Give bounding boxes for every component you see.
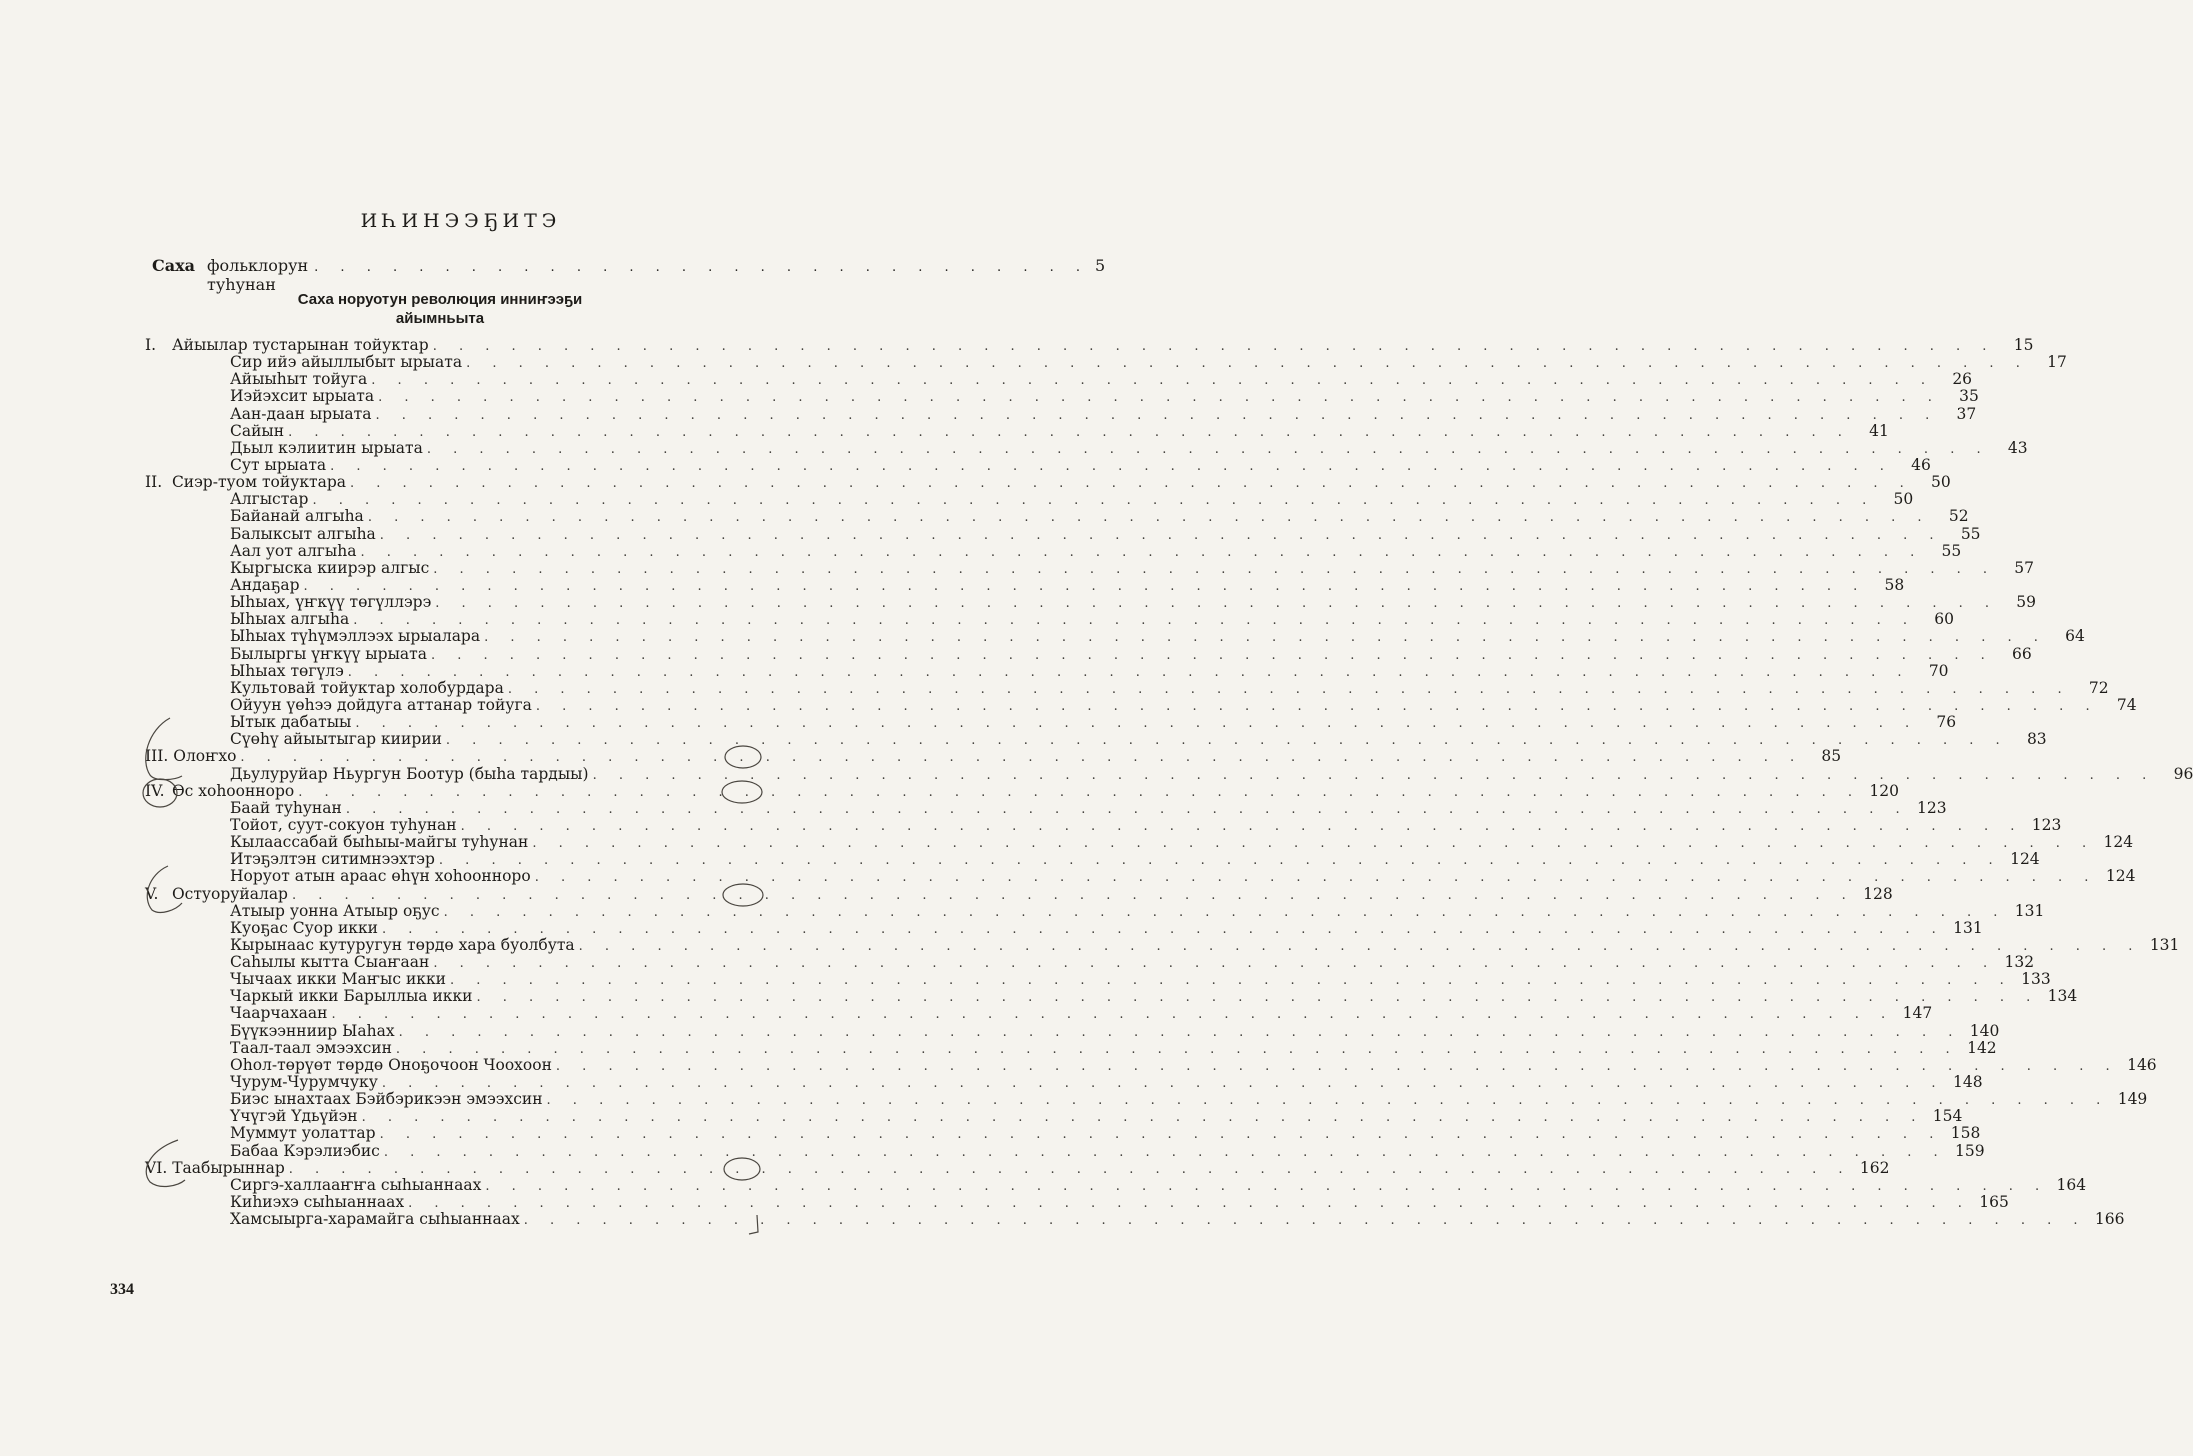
leader-dots (331, 1006, 1894, 1023)
leader-dots (433, 561, 1996, 578)
toc-entry-text: Дьулуруйар Ньургун Боотур (быһа тардыы) (230, 764, 589, 783)
toc-entry (145, 730, 2047, 749)
leader-dots (399, 1024, 1962, 1041)
toc-entry-label (145, 474, 346, 491)
toc-entry-text: Өс хоһоонноро (171, 781, 295, 800)
toc-entry (145, 781, 1899, 800)
toc-entry-text: Сайын (230, 421, 285, 440)
toc-entry-label (145, 954, 429, 971)
toc-entry (145, 815, 2062, 834)
toc-entry-page: 55 (1960, 524, 1981, 543)
toc-entry-text: Норуот атын араас өһүн хоһоонноро (230, 867, 531, 886)
leader-dots (368, 509, 1931, 526)
toc-entry (145, 1141, 1985, 1160)
toc-entry-label (145, 423, 284, 440)
toc-entry-page: 124 (2103, 833, 2134, 852)
toc-entry (145, 713, 1957, 732)
toc-entry-text: Сиргэ-халлааҥҥа сыһыаннаах (230, 1175, 482, 1194)
toc-entry-text: Ытык дабатыы (230, 713, 352, 732)
toc-entry-page: 58 (1884, 575, 1905, 594)
toc-entry-label (145, 697, 532, 714)
toc-entry-label (145, 1125, 376, 1142)
toc-entry (145, 507, 1969, 526)
leader-dots (524, 1212, 2087, 1229)
section-heading-line-1: Саха норуотун революция инниҥээҕи (297, 291, 583, 308)
toc-entry-page: 26 (1952, 370, 1973, 389)
toc-entry-text: Чаарчахаан (230, 1004, 328, 1023)
toc-entry-page: 66 (2011, 644, 2032, 663)
toc-entry-text: Айыыһыт тойуга (230, 370, 368, 389)
toc-entry-page: 74 (2116, 695, 2137, 714)
toc-entry-label (145, 1143, 380, 1160)
leader-dots (288, 424, 1851, 441)
toc-entry (145, 490, 1914, 509)
leader-dots (408, 1195, 1971, 1212)
toc-entry-page: 120 (1869, 781, 1899, 800)
leader-dots (536, 698, 2099, 715)
toc-entry-label (145, 714, 351, 731)
leader-dots (427, 441, 1990, 458)
toc-entry-page: 83 (2026, 730, 2047, 749)
toc-entry-text: Киһиэхэ сыһыаннаах (230, 1193, 405, 1212)
page-number: 334 (110, 1281, 134, 1298)
toc-entry-text: Бүүкээнниир Ыаһах (230, 1021, 395, 1040)
leader-dots (304, 578, 1867, 595)
toc-entry-label (145, 748, 236, 765)
toc-entry-label (145, 1005, 327, 1022)
toc-entry-number: II. (145, 473, 163, 492)
toc-entry-page: 60 (1934, 610, 1954, 629)
toc-entry-text: Дьыл кэлиитин ырыата (230, 438, 423, 457)
toc-entry-text: Атыыр уонна Атыыр оҕус (230, 901, 440, 920)
toc-entry-text: Былыргы үҥкүү ырыата (230, 644, 427, 663)
toc-entry-text: Тойот, суут-сокуон туһунан (230, 815, 457, 834)
leader-dots (353, 612, 1916, 629)
toc-entry-text: Байанай алгыһа (230, 507, 364, 526)
toc-entry-text: Таабырыннар (172, 1158, 285, 1177)
toc-entry (145, 1004, 1933, 1023)
toc-entry-label (145, 1160, 285, 1177)
toc-entry-page: 41 (1869, 421, 1889, 440)
toc-entry (145, 678, 2109, 697)
toc-entry (145, 1038, 1997, 1057)
toc-entry-page: 146 (2127, 1055, 2157, 1074)
leader-dots (396, 1041, 1959, 1058)
toc-entry-label (145, 628, 480, 645)
toc-entry-page: 140 (1969, 1021, 2000, 1040)
toc-entry (145, 661, 1949, 680)
toc-entry (145, 1210, 2125, 1229)
leader-dots (556, 1058, 2119, 1075)
toc-entry-label (145, 731, 442, 748)
toc-entry-page: 131 (2014, 901, 2045, 920)
toc-entry (145, 901, 2045, 920)
leader-dots (547, 1092, 2110, 1109)
leader-dots (477, 989, 2040, 1006)
leader-dots (346, 801, 1909, 818)
leader-dots (362, 1109, 1925, 1126)
toc-entry-page: 70 (1928, 661, 1949, 680)
toc-entry-label (145, 1040, 392, 1057)
toc-entry-text: Бабаа Кэрэлиэбис (230, 1141, 380, 1160)
toc-entry-text: Сүөһү айыытыгар киирии (230, 730, 442, 749)
toc-entry (145, 473, 1951, 492)
leader-dots (435, 595, 1998, 612)
toc-entry (145, 1021, 2000, 1040)
toc-entry-page: 133 (2021, 970, 2051, 989)
toc-entry-page: 57 (2014, 558, 2035, 577)
toc-entry-page: 131 (2149, 935, 2180, 954)
leader-dots (433, 338, 1996, 355)
toc-entry-text: Ыһыах алгыһа (230, 610, 350, 629)
toc-entry (145, 575, 1905, 594)
toc-entry (145, 1158, 1890, 1177)
toc-entry-number: V. (145, 884, 159, 903)
leader-dots (378, 389, 1941, 406)
toc-entry (145, 850, 2040, 869)
toc-entry-label (145, 834, 528, 851)
toc-entry-page: 158 (1950, 1124, 1981, 1143)
toc-entry-label (145, 508, 364, 525)
toc-entry-text: Кырынааc кутуругун төрдө хара буолбута (230, 935, 575, 954)
leader-dots (579, 938, 2142, 955)
toc-entry-page: 37 (1956, 404, 1977, 423)
toc-entry (145, 455, 1931, 474)
page-title: ИҺИНЭЭҔИТЭ (360, 210, 562, 232)
toc-entry-text: Ыһыах түһүмэллээх ырыалара (230, 627, 481, 646)
toc-entry-page: 142 (1967, 1038, 1997, 1057)
toc-entry (145, 935, 2180, 954)
toc-entry-page: 123 (2031, 815, 2062, 834)
toc-entry-label (145, 663, 344, 680)
toc-entry-number: I. (145, 336, 157, 354)
toc-entry-text: Үчүгэй Үдьүйэн (230, 1107, 358, 1126)
toc-entry-page: 134 (2047, 987, 2078, 1006)
toc-entry (145, 953, 2035, 972)
toc-entry-text: Саһылы кытта Сыаҥаан (230, 953, 430, 972)
toc-entry-text: Чурум-Чурумчуку (230, 1073, 378, 1092)
toc-entry-text: Сиэр-туом тойуктара (171, 473, 347, 492)
toc-entry-label (145, 766, 589, 783)
leader-dots (312, 492, 1875, 509)
toc-entry-page: 164 (2056, 1175, 2087, 1194)
toc-entry-page: 128 (1863, 884, 1893, 903)
leader-dots (360, 544, 1923, 561)
toc-entry-label (145, 337, 429, 354)
toc-entry (145, 644, 2032, 663)
toc-entry (145, 370, 1973, 389)
toc-entry-label (145, 440, 423, 457)
toc-entry-page: 15 (2013, 336, 2034, 354)
toc-entry-label (145, 971, 446, 988)
toc-entry (145, 1107, 1963, 1126)
toc-entry (145, 593, 2037, 612)
toc-entry-text: Хамсыырга-харамайга сыһыаннаах (230, 1210, 520, 1229)
toc-entry-label (145, 868, 531, 885)
toc-entry-label (145, 1177, 481, 1194)
leader-dots (439, 852, 2002, 869)
toc-entry-page: 123 (1917, 798, 1947, 817)
toc-entry (145, 987, 2078, 1006)
toc-entry-text: Кылааccабай быһыы-майгы туһунан (230, 833, 529, 852)
toc-entry-label (145, 560, 429, 577)
leader-dots (382, 921, 1945, 938)
toc-entry (145, 1124, 1981, 1143)
toc-entry (145, 695, 2137, 714)
leader-dots (348, 664, 1911, 681)
toc-entry-text: Айыылар тустарынан тойуктар (171, 336, 429, 354)
leader-dots (355, 715, 1918, 732)
leader-dots (292, 887, 1855, 904)
leader-dots (433, 955, 1996, 972)
toc-entry-label (145, 594, 431, 611)
toc-entry-label (145, 783, 294, 800)
toc-entry (145, 336, 2034, 354)
toc-entry-page: 132 (2004, 953, 2035, 972)
toc-entry-text: Ойуун үөһээ дойдуга аттанар тойуга (230, 695, 532, 714)
toc-entry-label (145, 1074, 378, 1091)
toc-entry-text: Сут ырыата (230, 455, 327, 474)
toc-entry-label (145, 988, 473, 1005)
leader-dots (371, 372, 1934, 389)
toc-entry-text: Ыһыах төгүлэ (230, 661, 344, 680)
toc-entry (145, 387, 1979, 406)
leader-dots (593, 767, 2156, 784)
toc-entry-text: Иэйэхсит ырыата (230, 387, 375, 406)
leader-dots (535, 869, 2098, 886)
toc-entry (145, 764, 2193, 783)
intro-bold-word: Саха (152, 256, 196, 275)
toc-entry-text: Андаҕар (230, 575, 300, 594)
toc-entry (145, 438, 2028, 457)
toc-entry-number: IV. (145, 781, 165, 800)
leader-dots (444, 904, 2007, 921)
toc-entry-text: Сир ийэ айыллыбыт ырыата (230, 353, 463, 372)
toc-entry (145, 1193, 2009, 1212)
toc-entry-text: Культовай тойуктар холобурдара (230, 678, 504, 697)
toc-entry (145, 1073, 1983, 1092)
toc-entry-page: 162 (1859, 1158, 1890, 1177)
toc-entry-label (145, 1194, 404, 1211)
toc-entry-label (145, 903, 440, 920)
toc-entry-label (145, 1091, 543, 1108)
toc-entry-text: Оһол-төрүөт төрдө Оноҕочоон Чоохоон (230, 1055, 552, 1074)
toc-entry-page: 154 (1932, 1107, 1963, 1126)
leader-dots (466, 355, 2029, 372)
toc-entry-page: 149 (2117, 1090, 2148, 1109)
leader-dots (384, 1144, 1947, 1161)
toc-entry-text: Биэс ынахтаах Бэйбэрикээн эмээхсин (230, 1090, 543, 1109)
leader-dots (485, 1178, 2048, 1195)
intro-page: 5 (1094, 256, 1106, 275)
toc-entry-label (145, 800, 342, 817)
toc-entry-label (145, 406, 371, 423)
toc-entry-text: Аан-даан ырыата (230, 404, 372, 423)
toc-entry-label (145, 920, 378, 937)
toc-entry-text: Таал-таал эмээхсин (230, 1038, 392, 1057)
toc-entry-label (145, 611, 349, 628)
toc-entry-page: 131 (1953, 918, 1983, 937)
toc-entry-number: III. (145, 747, 169, 766)
toc-entry-label (145, 354, 462, 371)
toc-entry-label (145, 1057, 552, 1074)
toc-entry-label (145, 646, 427, 663)
toc-entry (145, 1055, 2157, 1074)
leader-dots (289, 1161, 1852, 1178)
toc-entry-page: 43 (2007, 438, 2028, 457)
toc-entry-page: 166 (2094, 1210, 2125, 1229)
toc-entry (145, 970, 2051, 989)
toc-entry-page: 50 (1893, 490, 1914, 509)
toc-entry-text: Итэҕэлтэн ситимнээхтэр (230, 850, 435, 869)
leader-dots: . . . . . . . . . . . . . . . . . . . . . . . . . . . . . . (314, 260, 1089, 275)
leader-dots (532, 835, 2095, 852)
toc-entry-label (145, 817, 457, 834)
toc-entry (145, 558, 2035, 577)
toc-entry-text: Алгыстар (230, 490, 309, 509)
toc-entry-text: Ыһыах, үҥкүү төгүллэрэ (230, 593, 432, 612)
toc-entry-page: 64 (2065, 627, 2085, 646)
toc-entry-label (145, 851, 435, 868)
toc-entry-page: 76 (1936, 713, 1957, 732)
toc-entry-number: VI. (145, 1158, 168, 1177)
toc-entry (145, 884, 1893, 903)
toc-entry-page: 35 (1959, 387, 1979, 406)
leader-dots (380, 527, 1943, 544)
toc-entry-label (145, 388, 374, 405)
toc-entry-page: 124 (2010, 850, 2040, 869)
toc-entry-label (145, 680, 504, 697)
toc-entry-page: 165 (1979, 1193, 2009, 1212)
section-heading (230, 290, 650, 328)
toc-entry-text: Куоҕас Суор икки (230, 918, 379, 937)
toc-entry-text: Остуоруйалар (171, 884, 288, 903)
toc-entry (145, 918, 1983, 937)
leader-dots (461, 818, 2024, 835)
toc-entry-page: 17 (2047, 353, 2067, 372)
toc-entry (145, 627, 2085, 646)
toc-entry-label (145, 577, 300, 594)
intro-entry (152, 256, 1106, 294)
toc-entry (145, 421, 1889, 440)
toc-entry-label (145, 491, 308, 508)
toc-entry-label (145, 1108, 358, 1125)
toc-entry-page: 50 (1931, 473, 1951, 492)
leader-dots (382, 1075, 1945, 1092)
section-heading-line-2: айымньыта (395, 310, 485, 327)
toc-entry-label (145, 886, 288, 903)
toc-entry-text: Олоҥхо (173, 747, 237, 766)
toc-entry-page: 159 (1955, 1141, 1985, 1160)
toc-entry-label (145, 937, 575, 954)
toc-entry (145, 541, 1962, 560)
toc-entry-label (145, 457, 326, 474)
toc-entry-text: Балыксыт алгыһа (230, 524, 376, 543)
toc-entry-label (145, 526, 376, 543)
toc-entry-page: 72 (2088, 678, 2109, 697)
toc-entry-page: 46 (1911, 455, 1931, 474)
toc-entry-text: Муммут уолаттар (230, 1124, 376, 1143)
leader-dots (298, 784, 1861, 801)
toc-entry (145, 798, 1947, 817)
toc-entry-text: Кыргыска киирэр алгыс (230, 558, 430, 577)
leader-dots (431, 647, 1994, 664)
toc-entry-page: 124 (2105, 867, 2136, 886)
toc-entry-text: Чычаах икки Маҥыс икки (230, 970, 446, 989)
toc-entry-label (145, 1023, 395, 1040)
toc-entry-text: Аал уот алгыһа (230, 541, 357, 560)
toc-entry (145, 610, 1954, 629)
toc-entry (145, 833, 2134, 852)
leader-dots (446, 732, 2009, 749)
toc-entry-page: 148 (1952, 1073, 1983, 1092)
toc-entry-label (145, 1211, 520, 1228)
toc-entry (145, 524, 1981, 543)
toc-entry-page: 147 (1902, 1004, 1933, 1023)
toc-entry-page: 55 (1941, 541, 1962, 560)
intro-label: фольклорун туһунан (207, 256, 309, 294)
toc-entry (145, 1175, 2087, 1194)
leader-dots (375, 407, 1938, 424)
toc-entry-label (145, 543, 356, 560)
leader-dots (450, 972, 2013, 989)
toc-entry-page: 85 (1821, 747, 1842, 766)
toc-entry (145, 1090, 2148, 1109)
toc-entry (145, 867, 2136, 886)
table-of-contents (145, 336, 2193, 1229)
leader-dots (508, 681, 2071, 698)
toc-entry-page: 59 (2016, 593, 2037, 612)
leader-dots (484, 629, 2047, 646)
toc-entry (145, 404, 1977, 423)
toc-entry-page: 52 (1948, 507, 1969, 526)
toc-entry-label (145, 371, 367, 388)
leader-dots (350, 475, 1913, 492)
toc-entry-page: 96 (2173, 764, 2193, 783)
toc-entry-text: Чаркый икки Барыллыа икки (230, 987, 473, 1006)
leader-dots (330, 458, 1893, 475)
toc-entry (145, 747, 1842, 766)
toc-entry-text: Баай туһунан (230, 798, 342, 817)
toc-entry (145, 353, 2067, 372)
leader-dots (380, 1126, 1943, 1143)
